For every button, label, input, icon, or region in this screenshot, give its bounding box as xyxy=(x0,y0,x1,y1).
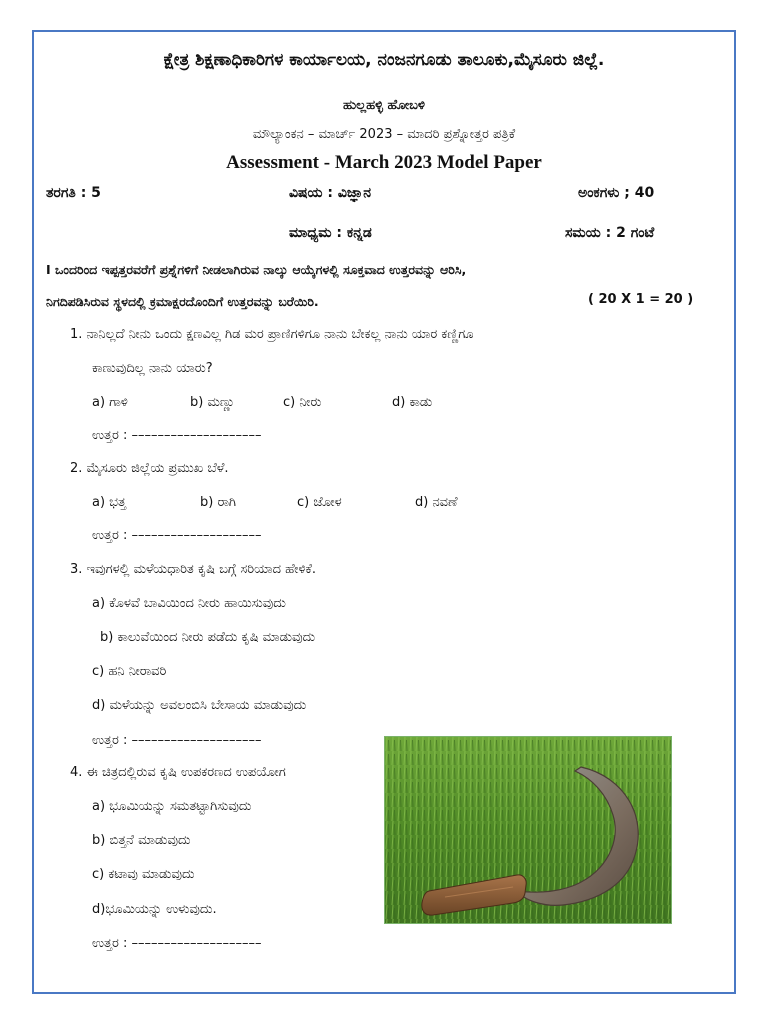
q3-option-c: c) ಹನಿ ನೀರಾವರಿ xyxy=(92,664,167,679)
q3-option-d: d) ಮಳೆಯನ್ನು ಅವಲಂಬಿಸಿ ಬೇಸಾಯ ಮಾಡುವುದು xyxy=(92,698,307,713)
instruction-line-2: ನಿಗದಿಪಡಿಸಿರುವ ಸ್ಥಳದಲ್ಲಿ ಕ್ರಮಾಕ್ಷರದೊಂದಿಗೆ ಉತ್ತರವನ್ನು ಬರೆಯಿರಿ. xyxy=(46,294,319,309)
q4-option-a: a) ಭೂಮಿಯನ್ನು ಸಮತಟ್ಟಾಗಿಸುವುದು xyxy=(92,799,252,814)
sickle-photo xyxy=(384,736,672,924)
section-marks: ( 20 X 1 = 20 ) xyxy=(588,292,694,307)
q1-option-d: d) ಕಾಡು xyxy=(392,395,433,410)
q2-option-d: d) ನವಣೆ xyxy=(415,495,458,510)
sickle-on-grass-icon xyxy=(385,737,672,924)
question-1-text: 1. ನಾನಿಲ್ಲದೆ ನೀನು ಒಂದು ಕ್ಷಣವಿಲ್ಲ ಗಿಡ ಮರ ಪ್ರಾಣಿಗಳಿಗೂ ನಾನು ಬೇಕಲ್ಲ ನಾನು ಯಾರ ಕಣ್ಣಿಗೂ xyxy=(70,327,474,342)
q3-option-a: a) ಕೊಳವೆ ಬಾವಿಯಿಂದ ನೀರು ಹಾಯಿಸುವುದು xyxy=(92,596,286,611)
q4-option-c: c) ಕಟಾವು ಮಾಡುವುದು xyxy=(92,867,195,882)
question-1-text-cont: ಕಾಣುವುದಿಲ್ಲ ನಾನು ಯಾರು? xyxy=(92,361,213,376)
q4-answer-line: ಉತ್ತರ : –––––––––––––––––––– xyxy=(92,936,262,951)
q3-option-b: b) ಕಾಲುವೆಯಿಂದ ನೀರು ಪಡೆದು ಕೃಷಿ ಮಾಡುವುದು xyxy=(100,630,316,645)
question-4-text: 4. ಈ ಚಿತ್ರದಲ್ಲಿರುವ ಕೃಷಿ ಉಪಕರಣದ ಉಪಯೋಗ xyxy=(70,765,286,780)
medium-label: ಮಾಧ್ಯಮ : ಕನ್ನಡ xyxy=(289,225,372,241)
q4-option-b: b) ಬಿತ್ತನೆ ಮಾಡುವುದು xyxy=(92,833,191,848)
marks-label: ಅಂಕಗಳು ; 40 xyxy=(578,185,655,201)
question-3-text: 3. ಇವುಗಳಲ್ಲಿ ಮಳೆಯಧಾರಿತ ಕೃಷಿ ಬಗ್ಗೆ ಸರಿಯಾದ ಹೇಳಿಕೆ. xyxy=(70,562,317,577)
q1-answer-line: ಉತ್ತರ : –––––––––––––––––––– xyxy=(92,428,262,443)
instruction-line-1: I ಒಂದರಿಂದ ಇಪ್ಪತ್ತರವರೆಗೆ ಪ್ರಶ್ನೆಗಳಿಗೆ ನೀಡಲಾಗಿರುವ ನಾಲ್ಕು ಆಯ್ಕೆಗಳಲ್ಲಿ ಸೂಕ್ತವಾದ ಉತ್ತರವನ್ನು ಆರಿಸಿ, xyxy=(46,262,467,277)
q1-option-b: b) ಮಣ್ಣು xyxy=(190,395,236,410)
q2-option-c: c) ಜೋಳ xyxy=(297,495,342,510)
hobli-title: ಹುಲ್ಲಹಳ್ಳಿ ಹೋಬಳಿ xyxy=(342,98,425,113)
q1-option-c: c) ನೀರು xyxy=(283,395,322,410)
exam-title-kannada: ಮೌಲ್ಯಾಂಕನ – ಮಾರ್ಚ್ 2023 – ಮಾದರಿ ಪ್ರಶ್ನೋತ್ತರ ಪತ್ರಿಕೆ xyxy=(252,127,516,142)
exam-title-english: Assessment - March 2023 Model Paper xyxy=(226,152,542,173)
time-label: ಸಮಯ : 2 ಗಂಟೆ xyxy=(565,225,655,241)
q2-option-b: b) ರಾಗಿ xyxy=(200,495,237,510)
q2-answer-line: ಉತ್ತರ : –––––––––––––––––––– xyxy=(92,528,262,543)
q4-option-d: d)ಭೂಮಿಯನ್ನು ಉಳುವುದು. xyxy=(92,902,217,917)
class-label: ತರಗತಿ : 5 xyxy=(46,185,101,201)
q3-answer-line: ಉತ್ತರ : –––––––––––––––––––– xyxy=(92,733,262,748)
q1-option-a: a) ಗಾಳಿ xyxy=(92,395,128,410)
office-title: ಕ್ಷೇತ್ರ ಶಿಕ್ಷಣಾಧಿಕಾರಿಗಳ ಕಾರ್ಯಾಲಯ, ನಂಜನಗೂಡು ತಾಲೂಕು,ಮೈಸೂರು ಜಿಲ್ಲೆ. xyxy=(163,50,605,70)
subject-label: ವಿಷಯ : ವಿಜ್ಞಾನ xyxy=(289,185,372,201)
q2-option-a: a) ಭತ್ತ xyxy=(92,495,127,510)
question-2-text: 2. ಮೈಸೂರು ಜಿಲ್ಲೆಯ ಪ್ರಮುಖ ಬೆಳೆ. xyxy=(70,461,229,476)
